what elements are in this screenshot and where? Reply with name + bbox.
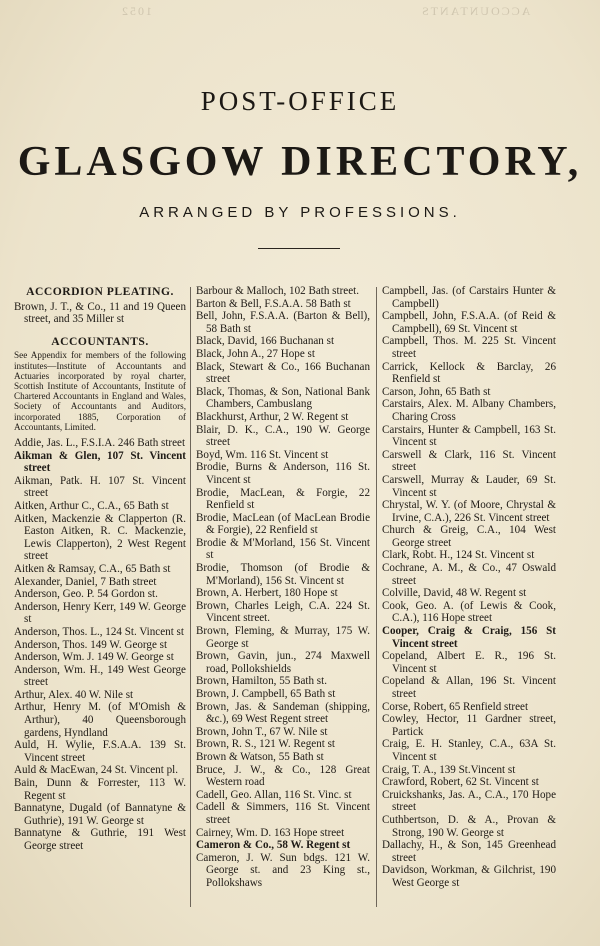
directory-entry: Alexander, Daniel, 7 Bath street (14, 575, 157, 588)
directory-entry: Colville, David, 48 W. Regent st (382, 587, 527, 600)
column-3 (382, 285, 556, 890)
directory-entry: Anderson, Thos. L., 124 St. Vincent st (14, 625, 184, 638)
directory-entry: Anderson, Wm. H., 149 West George street (14, 663, 186, 689)
directory-entry: Cochrane, A. M., & Co., 47 Oswald street (382, 562, 556, 587)
directory-entry: Cruickshanks, Jas. A., C.A., 170 Hope street (382, 788, 556, 814)
directory-entry: Carswell & Clark, 116 St. Vincent street (382, 448, 556, 474)
directory-entry: Brown, Jas. & Sandeman (shipping, &c.), 69 West Regent street (196, 700, 370, 726)
directory-entry: Copeland, Albert E. R., 196 St. Vincent st (382, 650, 556, 675)
directory-entry: Black, John A., 27 Hope st (196, 347, 315, 360)
directory-entry: Black, Thomas, & Son, National Bank Chambers, Cambuslang (196, 385, 370, 411)
column-divider (376, 287, 377, 907)
directory-entry: Brown, Hamilton, 55 Bath st. (196, 675, 327, 688)
directory-entry: Brown, J. Campbell, 65 Bath st (196, 688, 336, 700)
directory-entry: Carrick, Kellock & Barclay, 26 Renfield st (382, 360, 556, 386)
directory-entry: Bain, Dunn & Forrester, 113 W. Regent st (14, 777, 186, 802)
directory-entry: Cameron & Co., 58 W. Regent st (196, 839, 351, 852)
column-3-entries (382, 285, 556, 890)
directory-entry: Black, David, 166 Buchanan st (196, 335, 335, 348)
directory-entry: Anderson, Henry Kerr, 149 W. George st (14, 600, 186, 626)
column-2 (196, 285, 370, 890)
directory-entry: Anderson, Geo. P. 54 Gordon st. (14, 588, 158, 601)
directory-entry: Arthur, Henry M. (of M'Omish & Arthur), 40 Queensborough gardens, Hyndland (14, 701, 186, 739)
directory-entry: Black, Stewart & Co., 166 Buchanan street (196, 360, 370, 386)
directory-entry: Addie, Jas. L., F.S.I.A. 246 Bath street (14, 437, 186, 449)
directory-entry: Cuthbertson, D. & A., Provan & Strong, 190 W. George st (382, 813, 556, 839)
directory-entry: Brown, Fleming, & Murray, 175 W. George st (196, 625, 370, 650)
directory-entry: Cadell & Simmers, 116 St. Vincent street (196, 801, 370, 826)
directory-entry: Brodie, MacLean (of MacLean Brodie & Forgie), 22 Renfield st (196, 511, 370, 537)
directory-entry: Brown, J. T., & Co., 11 and 19 Queen street, and 35 Miller st (14, 300, 186, 326)
directory-entry: Bruce, J. W., & Co., 128 Great Western road (196, 763, 370, 789)
title-glasgow-directory: GLASGOW DIRECTORY, (17, 139, 583, 185)
directory-entry: Brodie, Thomson (of Brodie & M'Morland), 156 St. Vincent st (196, 562, 370, 587)
directory-entry: Cooper, Craig & Craig, 156 St Vincent street (382, 625, 556, 650)
directory-entry: Carstairs, Alex. M. Albany Chambers, Charing Cross (382, 398, 556, 423)
directory-entry: Aikman, Patk. H. 107 St. Vincent street (14, 474, 186, 500)
directory-entry: Anderson, Thos. 149 W. George st (14, 638, 168, 651)
directory-entry: Davidson, Workman, & Gilchrist, 190 West George st (382, 864, 556, 889)
directory-entry: Cowley, Hector, 11 Gardner street, Partick (382, 713, 556, 738)
directory-entry: Carson, John, 65 Bath st (382, 385, 491, 398)
directory-entry: Brown & Watson, 55 Bath st (196, 750, 324, 763)
directory-entry: Crawford, Robert, 62 St. Vincent st (382, 776, 539, 789)
directory-entry: Brodie, Burns & Anderson, 116 St. Vincent st (196, 461, 370, 486)
section-heading-accountants: ACCOUNTANTS. (51, 334, 149, 348)
title-divider (258, 248, 340, 249)
directory-entry: Cadell, Geo. Allan, 116 St. Vinc. st (196, 788, 352, 801)
directory-entry: Bell, John, F.S.A.A. (Barton & Bell), 58 Bath st (196, 310, 370, 335)
directory-entry: Brodie & M'Morland, 156 St. Vincent st (196, 536, 370, 562)
directory-entry: Bannatyne & Guthrie, 191 West George street (14, 827, 186, 852)
directory-entry: Campbell, Jas. (of Carstairs Hunter & Campbell) (382, 285, 556, 310)
directory-entry: Cook, Geo. A. (of Lewis & Cook, C.A.), 116 Hope street (382, 599, 556, 625)
directory-entry: Brown, Charles Leigh, C.A. 224 St. Vincent street. (196, 599, 370, 625)
accountants-note: See Appendix for members of the following institutes—Institute of Accountants and Actuaries incorporated by royal charter, Scottish Institute of Accountants, Institute of Chartered Accountants in England and Wales, Society of Accountants and Auditors, incorporated 1885, Corporation of Accountants, Limited. (14, 350, 186, 432)
directory-entry: Anderson, Wm. J. 149 W. George st (14, 651, 174, 664)
directory-entry: Brown, R. S., 121 W. Regent st (196, 738, 335, 751)
column-2-entries (196, 285, 370, 890)
bleed-through-text: 1052 (120, 4, 152, 18)
directory-entry: Carswell, Murray & Lauder, 69 St. Vincent st (382, 473, 556, 499)
directory-entry: Craig, T. A., 139 St.Vincent st (382, 763, 516, 776)
directory-entry: Campbell, John, F.S.A.A. (of Reid & Campbell), 69 St. Vincent st (382, 310, 556, 335)
directory-entry: Cairney, Wm. D. 163 Hope street (196, 826, 345, 839)
directory-entry: Copeland & Allan, 196 St. Vincent street (382, 675, 556, 700)
directory-entry: Arthur, Alex. 40 W. Nile st (14, 688, 134, 701)
directory-entry: Aikman & Glen, 107 St. Vincent street (14, 449, 186, 475)
directory-entry: Auld, H. Wylie, F.S.A.A. 139 St. Vincent street (14, 739, 186, 764)
directory-entry: Corse, Robert, 65 Renfield street (382, 700, 529, 713)
directory-entry: Clark, Robt. H., 124 St. Vincent st (382, 549, 535, 562)
directory-entry: Brodie, MacLean, & Forgie, 22 Renfield st (196, 486, 370, 512)
directory-entry: Chrystal, W. Y. (of Moore, Chrystal & Irvine, C.A.), 226 St. Vincent street (382, 499, 556, 524)
column-1 (14, 285, 186, 853)
title-arranged-by-professions: ARRANGED BY PROFESSIONS. (139, 204, 461, 221)
directory-entry: Brown, Gavin, jun., 274 Maxwell road, Pollokshields (196, 650, 370, 675)
section-heading-accordion: ACCORDION PLEATING. (26, 285, 174, 298)
directory-entry: Dallachy, H., & Son, 145 Greenhead street (382, 839, 556, 864)
directory-entry: Aitken & Ramsay, C.A., 65 Bath st (14, 562, 171, 575)
title-post-office: POST-OFFICE (200, 86, 400, 116)
directory-entry: Barbour & Malloch, 102 Bath street. (196, 285, 359, 297)
directory-entry: Brown, A. Herbert, 180 Hope st (196, 587, 338, 600)
column-divider (190, 287, 191, 907)
directory-entry: Brown, John T., 67 W. Nile st (196, 725, 328, 738)
directory-entry: Barton & Bell, F.S.A.A. 58 Bath st (196, 297, 351, 310)
directory-entry: Bannatyne, Dugald (of Bannatyne & Guthrie), 191 W. George st (14, 802, 186, 827)
bleed-through-text: ACCOUNTANTS (420, 4, 531, 18)
directory-entry: Carstairs, Hunter & Campbell, 163 St. Vincent st (382, 423, 556, 449)
directory-entry: Aitken, Mackenzie & Clapperton (R. Easton Aitken, R. C. Mackenzie, Lewis Clapperton), 2 West Regent street (14, 512, 186, 563)
directory-entry: Blair, D. K., C.A., 190 W. George street (196, 423, 370, 449)
directory-entry: Boyd, Wm. 116 St. Vincent st (196, 448, 329, 461)
directory-entry: Church & Greig, C.A., 104 West George street (382, 524, 556, 549)
directory-entry: Auld & MacEwan, 24 St. Vincent pl. (14, 764, 178, 777)
directory-entry: Blackhurst, Arthur, 2 W. Regent st (196, 410, 349, 423)
column-1-entries (14, 437, 186, 853)
directory-entry: Campbell, Thos. M. 225 St. Vincent street (382, 335, 556, 360)
directory-entry: Aitken, Arthur C., C.A., 65 Bath st (14, 499, 169, 512)
directory-entry: Craig, E. H. Stanley, C.A., 63A St. Vincent st (382, 738, 556, 763)
directory-entry: Cameron, J. W. Sun bdgs. 121 W. George st. and 23 King st., Pollokshaws (196, 851, 370, 889)
